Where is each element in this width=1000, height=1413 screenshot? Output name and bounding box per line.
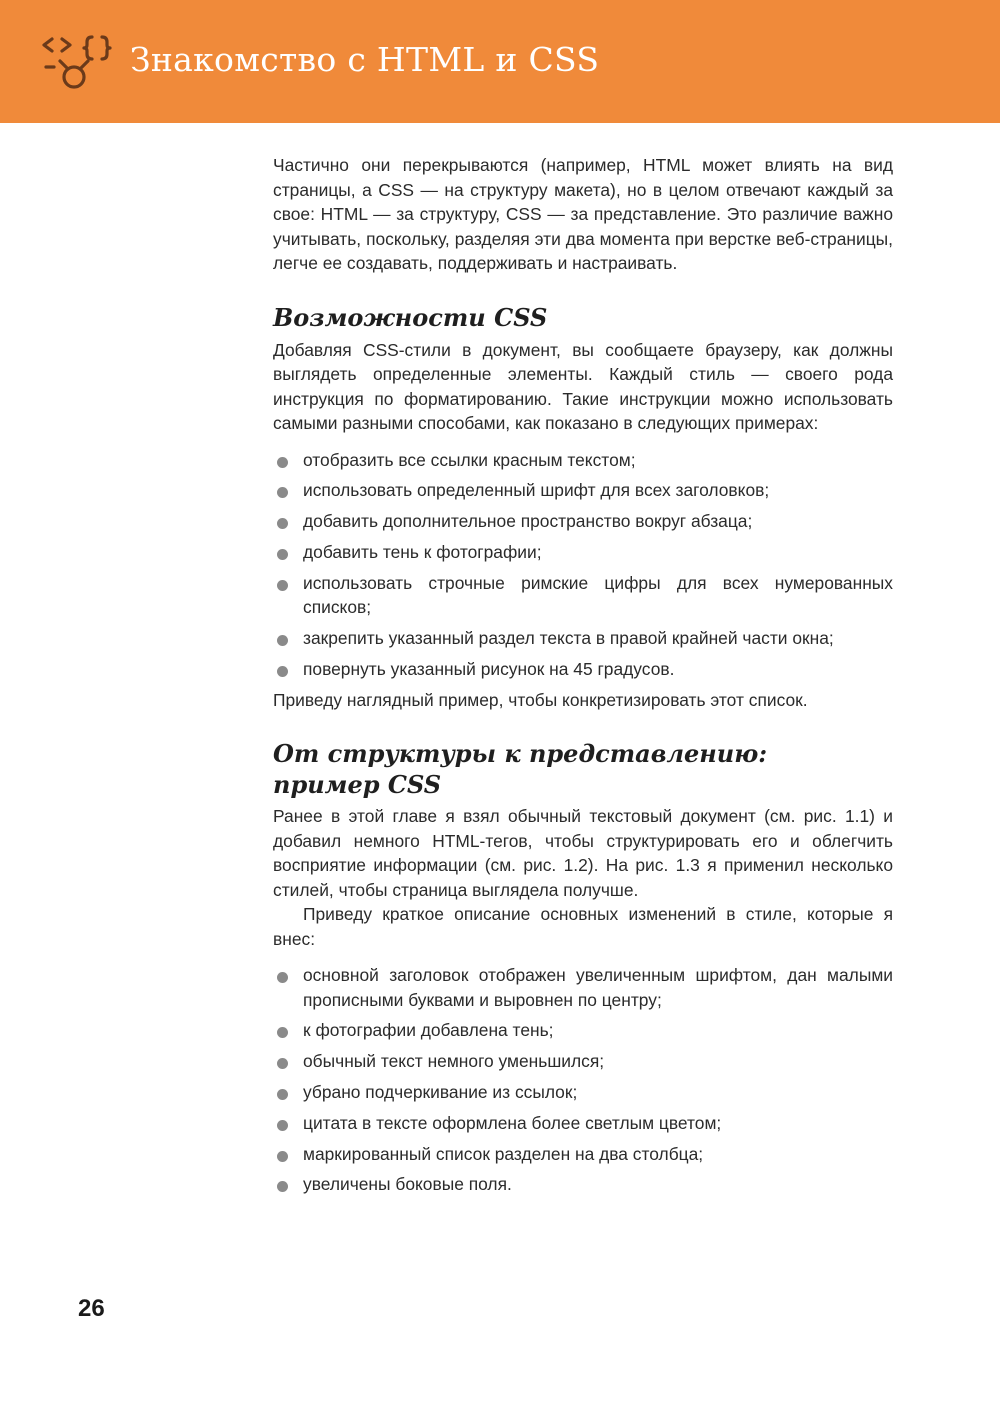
section-heading-css-features: Возможности CSS: [273, 302, 548, 332]
section2-paragraph: Приведу краткое описание основных изменений в стиле, которые я внес:: [273, 904, 893, 949]
intro-paragraph: Частично они перекрываются (например, HTML может влиять на вид страницы, а CSS — на структуру макета), но в целом отвечают каждый за свое: HTML — за структуру, CSS — за представление. Это различие важно учитывать, поскольку, разделяя эти два момента при верстке веб-страницы, легче ее создавать, поддерживать и настраивать.: [273, 155, 893, 273]
page-content: [273, 153, 893, 1203]
list-item: отобразить все ссылки красным текстом;: [273, 448, 893, 473]
list-item: добавить дополнительное пространство вокруг абзаца;: [273, 509, 893, 534]
list-item: использовать строчные римские цифры для всех нумерованных списков;: [273, 571, 893, 620]
chapter-title: Знакомство с HTML и CSS: [130, 40, 600, 79]
style-changes-list: [273, 963, 893, 1197]
code-brackets-bulb-icon: [40, 33, 120, 93]
list-item: основной заголовок отображен увеличенным шрифтом, дан малыми прописными буквами и выровнен по центру;: [273, 963, 893, 1012]
section2-paragraph: Ранее в этой главе я взял обычный текстовый документ (см. рис. 1.1) и добавил немного HTML-тегов, чтобы структурировать его и облегчить восприятие информации (см. рис. 1.2). На рис. 1.3 я применил несколько стилей, чтобы страница выглядела получше.: [273, 806, 893, 900]
list-item: обычный текст немного уменьшился;: [273, 1049, 893, 1074]
section1-closing: Приведу наглядный пример, чтобы конкретизировать этот список.: [273, 689, 808, 710]
list-item: добавить тень к фотографии;: [273, 540, 893, 565]
list-item: цитата в тексте оформлена более светлым цветом;: [273, 1111, 893, 1136]
list-item: маркированный список разделен на два столбца;: [273, 1142, 893, 1167]
section-heading-structure-to-presentation: [273, 738, 893, 800]
page-number: 26: [78, 1295, 105, 1322]
list-item: увеличены боковые поля.: [273, 1172, 893, 1197]
list-item: использовать определенный шрифт для всех заголовков;: [273, 478, 893, 503]
section1-paragraph: Добавляя CSS-стили в документ, вы сообщаете браузеру, как должны выглядеть определенные элементы. Каждый стиль — своего рода инструкция по форматированию. Такие инструкции можно использовать самыми разными способами, как показано в следующих примерах:: [273, 339, 893, 433]
chapter-header: [0, 0, 1000, 123]
list-item: убрано подчеркивание из ссылок;: [273, 1080, 893, 1105]
list-item: закрепить указанный раздел текста в правой крайней части окна;: [273, 626, 893, 651]
list-item: повернуть указанный рисунок на 45 градусов.: [273, 657, 893, 682]
list-item: к фотографии добавлена тень;: [273, 1018, 893, 1043]
css-features-list: [273, 448, 893, 682]
heading-line: пример CSS: [273, 770, 442, 800]
heading-line: От структуры к представлению:: [273, 739, 768, 769]
